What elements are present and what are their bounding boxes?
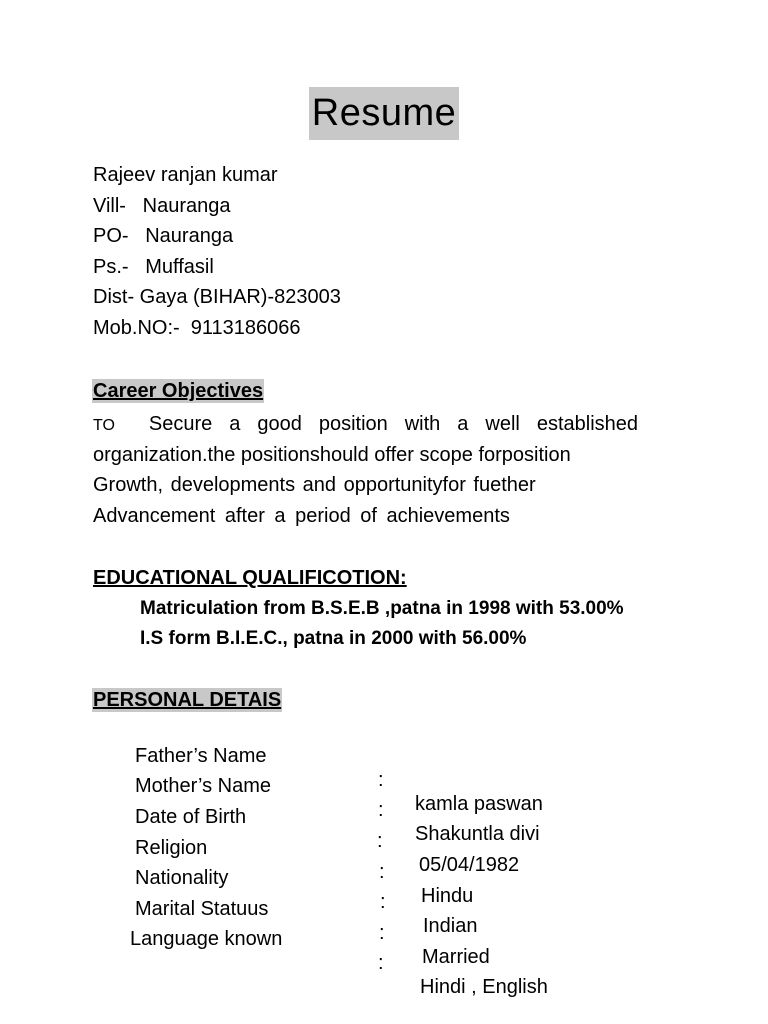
personal-value: kamla paswan [415, 793, 543, 815]
personal-label: Language known [130, 928, 283, 950]
address-police-station: Ps.- Muffasil [93, 256, 214, 278]
education-item: Matriculation from B.S.E.B ,patna in 1998 with 53.00% [140, 598, 624, 619]
education-heading: EDUCATIONAL QUALIFICOTION: [93, 567, 407, 589]
personal-value: 05/04/1982 [419, 854, 520, 876]
career-objectives-text [93, 412, 638, 534]
personal-separator: : [378, 769, 384, 791]
personal-label: Religion [135, 837, 208, 859]
personal-label: Nationality [135, 867, 229, 889]
personal-separator: : [379, 861, 385, 883]
personal-label: Date of Birth [135, 806, 247, 828]
address-village: Vill- Nauranga [93, 195, 231, 217]
personal-value: Hindu [421, 885, 474, 907]
career-line [93, 412, 638, 443]
personal-separator: : [380, 891, 386, 913]
candidate-name: Rajeev ranjan kumar [93, 164, 278, 186]
personal-value: Hindi , English [420, 976, 548, 998]
page-title: Resume [309, 87, 459, 140]
career-line: Advancement after a period of achievements [93, 504, 510, 527]
personal-value: Shakuntla divi [415, 823, 540, 845]
personal-label: Mother’s Name [135, 775, 271, 797]
personal-separator: : [378, 952, 384, 974]
personal-details-heading: PERSONAL DETAIS [93, 689, 282, 711]
career-line-text: Secure a good position with a well established [148, 413, 638, 435]
personal-separator: : [377, 830, 383, 852]
personal-value: Married [422, 946, 490, 968]
career-line: organization.the positionshould offer scope forposition [93, 443, 571, 466]
career-line: Growth, developments and opportunityfor fuether [93, 474, 536, 496]
personal-label: Marital Statuus [135, 898, 269, 920]
personal-value: Indian [423, 915, 478, 937]
mobile-number: Mob.NO:- 9113186066 [93, 317, 301, 339]
career-objectives-heading: Career Objectives [93, 380, 264, 402]
address-post-office: PO- Nauranga [93, 225, 234, 247]
address-district: Dist- Gaya (BIHAR)-823003 [93, 286, 341, 308]
personal-separator: : [378, 799, 384, 821]
personal-separator: : [379, 922, 385, 944]
education-item: I.S form B.I.E.C., patna in 2000 with 56.00% [140, 628, 527, 649]
career-lead-word: TO [93, 417, 115, 434]
personal-label: Father’s Name [135, 745, 267, 767]
